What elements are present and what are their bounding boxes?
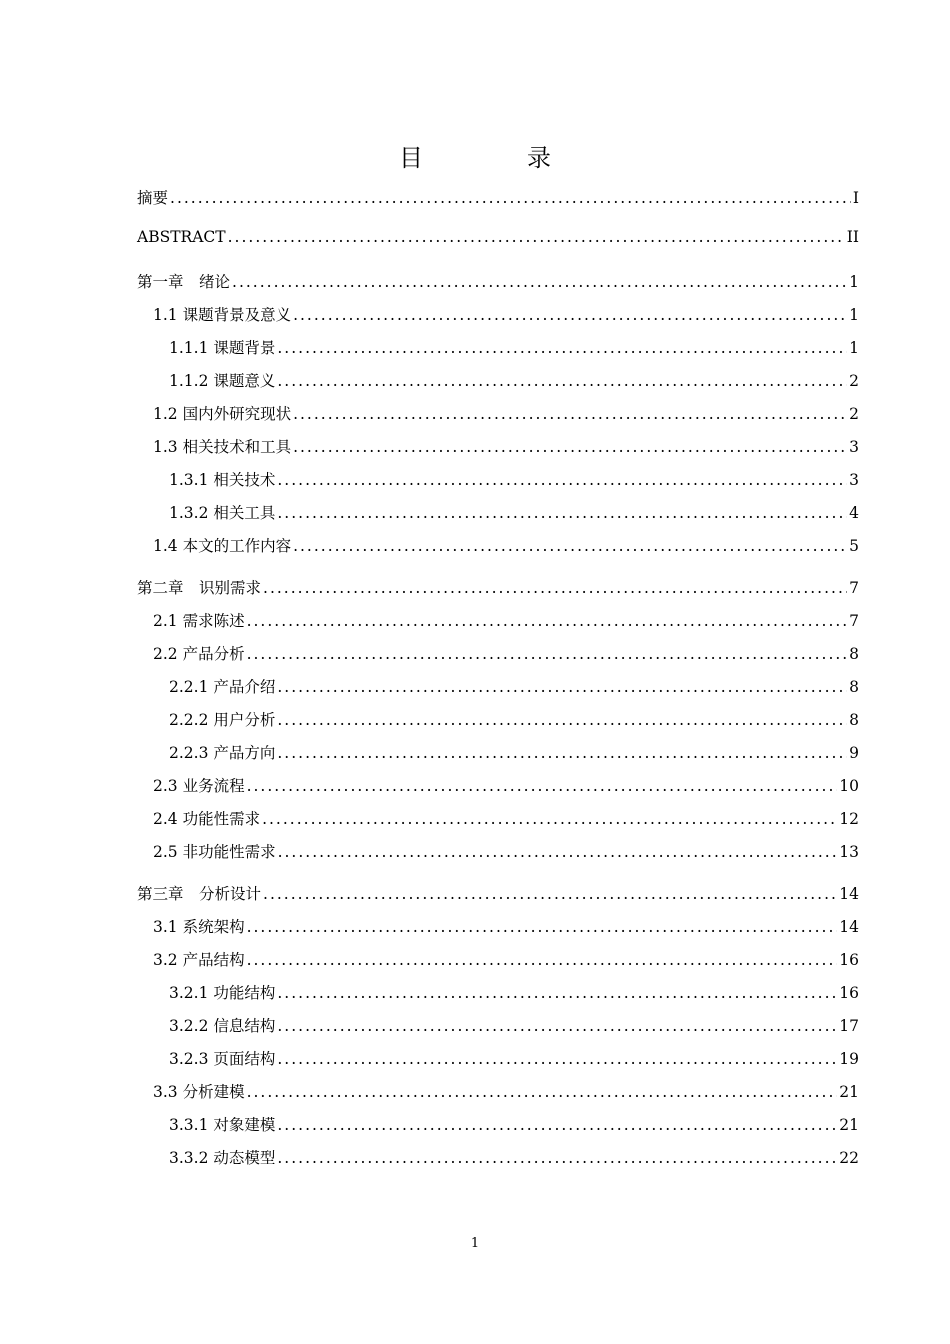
dot-leader xyxy=(277,984,837,1002)
toc-entry-label: 3.3.1 对象建模 xyxy=(169,1116,276,1134)
toc-entry[interactable] xyxy=(137,708,859,741)
toc-entry[interactable] xyxy=(137,501,859,534)
dot-leader xyxy=(263,579,847,597)
toc-entry[interactable] xyxy=(137,468,859,501)
toc-entry[interactable] xyxy=(137,1146,859,1179)
toc-entry[interactable] xyxy=(137,1047,859,1080)
dot-leader xyxy=(277,1017,837,1035)
dot-leader xyxy=(277,744,847,762)
toc-entry-label: 1.2 国内外研究现状 xyxy=(153,405,292,423)
toc-entry-label: 3.3 分析建模 xyxy=(153,1083,245,1101)
dot-leader xyxy=(278,843,838,861)
toc-entry-page: 22 xyxy=(839,1149,859,1167)
dot-leader xyxy=(277,678,847,696)
dot-leader xyxy=(277,1116,837,1134)
toc-entry-label: 1.4 本文的工作内容 xyxy=(153,537,292,555)
toc-entry[interactable] xyxy=(137,915,859,948)
toc-entry-page: 1 xyxy=(849,273,859,291)
toc-entry[interactable] xyxy=(137,948,859,981)
dot-leader xyxy=(170,189,851,207)
dot-leader xyxy=(228,228,845,246)
dot-leader xyxy=(293,306,847,324)
page-number: 1 xyxy=(470,1236,480,1251)
toc-entry-label: 2.2 产品分析 xyxy=(153,645,245,663)
dot-leader xyxy=(247,1083,838,1101)
toc-entry[interactable] xyxy=(137,1080,859,1113)
toc-entry-page: 14 xyxy=(839,918,859,936)
toc-entry-page: I xyxy=(852,189,859,207)
dot-leader xyxy=(247,612,848,630)
toc-entry-page: 21 xyxy=(839,1116,859,1134)
toc-entry[interactable] xyxy=(137,270,859,303)
toc-entry-page: II xyxy=(846,228,859,246)
toc-entry-page: 12 xyxy=(839,810,859,828)
toc-entry[interactable] xyxy=(137,369,859,402)
dot-leader xyxy=(247,777,838,795)
toc-entry[interactable] xyxy=(137,336,859,369)
dot-leader xyxy=(293,537,847,555)
toc-entry-page: 3 xyxy=(849,438,859,456)
toc-entry[interactable] xyxy=(137,303,859,336)
dot-leader xyxy=(277,1050,837,1068)
toc-entry-label: 2.1 需求陈述 xyxy=(153,612,245,630)
toc-entry[interactable] xyxy=(137,534,859,567)
dot-leader xyxy=(232,273,847,291)
toc-entry[interactable] xyxy=(137,402,859,435)
dot-leader xyxy=(277,339,847,357)
toc-entry-label: 2.4 功能性需求 xyxy=(153,810,261,828)
toc-entry-label: 3.2 产品结构 xyxy=(153,951,245,969)
toc-entry-label: 1.1.1 课题背景 xyxy=(169,339,276,357)
toc-entry-page: 17 xyxy=(839,1017,859,1035)
toc-entry-label: 3.2.3 页面结构 xyxy=(169,1050,276,1068)
toc-entry[interactable] xyxy=(137,642,859,675)
table-of-contents xyxy=(137,186,859,1179)
dot-leader xyxy=(277,471,847,489)
toc-entry-page: 21 xyxy=(839,1083,859,1101)
toc-entry[interactable] xyxy=(137,1014,859,1047)
toc-entry-label: 1.3.1 相关技术 xyxy=(169,471,276,489)
toc-entry-label: 2.2.3 产品方向 xyxy=(169,744,276,762)
toc-title: 目 录 xyxy=(399,144,591,172)
toc-entry-page: 2 xyxy=(849,405,859,423)
toc-entry-label: 摘要 xyxy=(137,189,169,207)
toc-entry-label: 3.2.1 功能结构 xyxy=(169,984,276,1002)
toc-entry-page: 2 xyxy=(849,372,859,390)
dot-leader xyxy=(277,1149,837,1167)
toc-entry[interactable] xyxy=(137,774,859,807)
dot-leader xyxy=(247,918,838,936)
toc-entry-page: 4 xyxy=(849,504,859,522)
toc-entry-page: 7 xyxy=(849,612,859,630)
toc-entry-page: 3 xyxy=(849,471,859,489)
toc-entry[interactable] xyxy=(137,840,859,873)
toc-entry-label: 2.5 非功能性需求 xyxy=(153,843,276,861)
toc-entry-label: 1.3 相关技术和工具 xyxy=(153,438,292,456)
toc-entry-page: 10 xyxy=(839,777,859,795)
toc-entry-label: 第一章 绪论 xyxy=(137,273,231,291)
dot-leader xyxy=(277,504,847,522)
toc-entry-label: 3.3.2 动态模型 xyxy=(169,1149,276,1167)
dot-leader xyxy=(263,885,837,903)
toc-entry[interactable] xyxy=(137,1113,859,1146)
dot-leader xyxy=(293,438,847,456)
toc-entry[interactable] xyxy=(137,186,859,219)
toc-entry-page: 14 xyxy=(839,885,859,903)
toc-entry-page: 16 xyxy=(839,951,859,969)
toc-entry[interactable] xyxy=(137,228,859,261)
toc-entry[interactable] xyxy=(137,882,859,915)
toc-entry-label: 1.1 课题背景及意义 xyxy=(153,306,292,324)
toc-entry-page: 9 xyxy=(849,744,859,762)
toc-entry-page: 5 xyxy=(849,537,859,555)
toc-entry-label: ABSTRACT xyxy=(137,228,226,246)
dot-leader xyxy=(277,711,847,729)
toc-entry-page: 8 xyxy=(849,711,859,729)
toc-entry-page: 13 xyxy=(839,843,859,861)
dot-leader xyxy=(262,810,837,828)
toc-entry-label: 第二章 识别需求 xyxy=(137,579,262,597)
toc-entry-page: 1 xyxy=(849,339,859,357)
toc-entry-page: 8 xyxy=(849,645,859,663)
toc-entry[interactable] xyxy=(137,435,859,468)
toc-entry-label: 1.3.2 相关工具 xyxy=(169,504,276,522)
toc-entry-label: 第三章 分析设计 xyxy=(137,885,262,903)
toc-entry-label: 1.1.2 课题意义 xyxy=(169,372,276,390)
toc-entry[interactable] xyxy=(137,609,859,642)
toc-entry-page: 8 xyxy=(849,678,859,696)
toc-entry-label: 2.3 业务流程 xyxy=(153,777,245,795)
toc-entry[interactable] xyxy=(137,807,859,840)
toc-entry[interactable] xyxy=(137,741,859,774)
toc-entry-page: 16 xyxy=(839,984,859,1002)
dot-leader xyxy=(277,372,847,390)
dot-leader xyxy=(247,645,848,663)
toc-entry-page: 1 xyxy=(849,306,859,324)
toc-entry-label: 3.1 系统架构 xyxy=(153,918,245,936)
dot-leader xyxy=(293,405,847,423)
toc-entry[interactable] xyxy=(137,576,859,609)
toc-entry[interactable] xyxy=(137,981,859,1014)
toc-entry-label: 3.2.2 信息结构 xyxy=(169,1017,276,1035)
toc-entry-page: 19 xyxy=(839,1050,859,1068)
dot-leader xyxy=(247,951,838,969)
toc-entry-label: 2.2.1 产品介绍 xyxy=(169,678,276,696)
toc-entry-page: 7 xyxy=(849,579,859,597)
toc-entry-label: 2.2.2 用户分析 xyxy=(169,711,276,729)
toc-entry[interactable] xyxy=(137,675,859,708)
